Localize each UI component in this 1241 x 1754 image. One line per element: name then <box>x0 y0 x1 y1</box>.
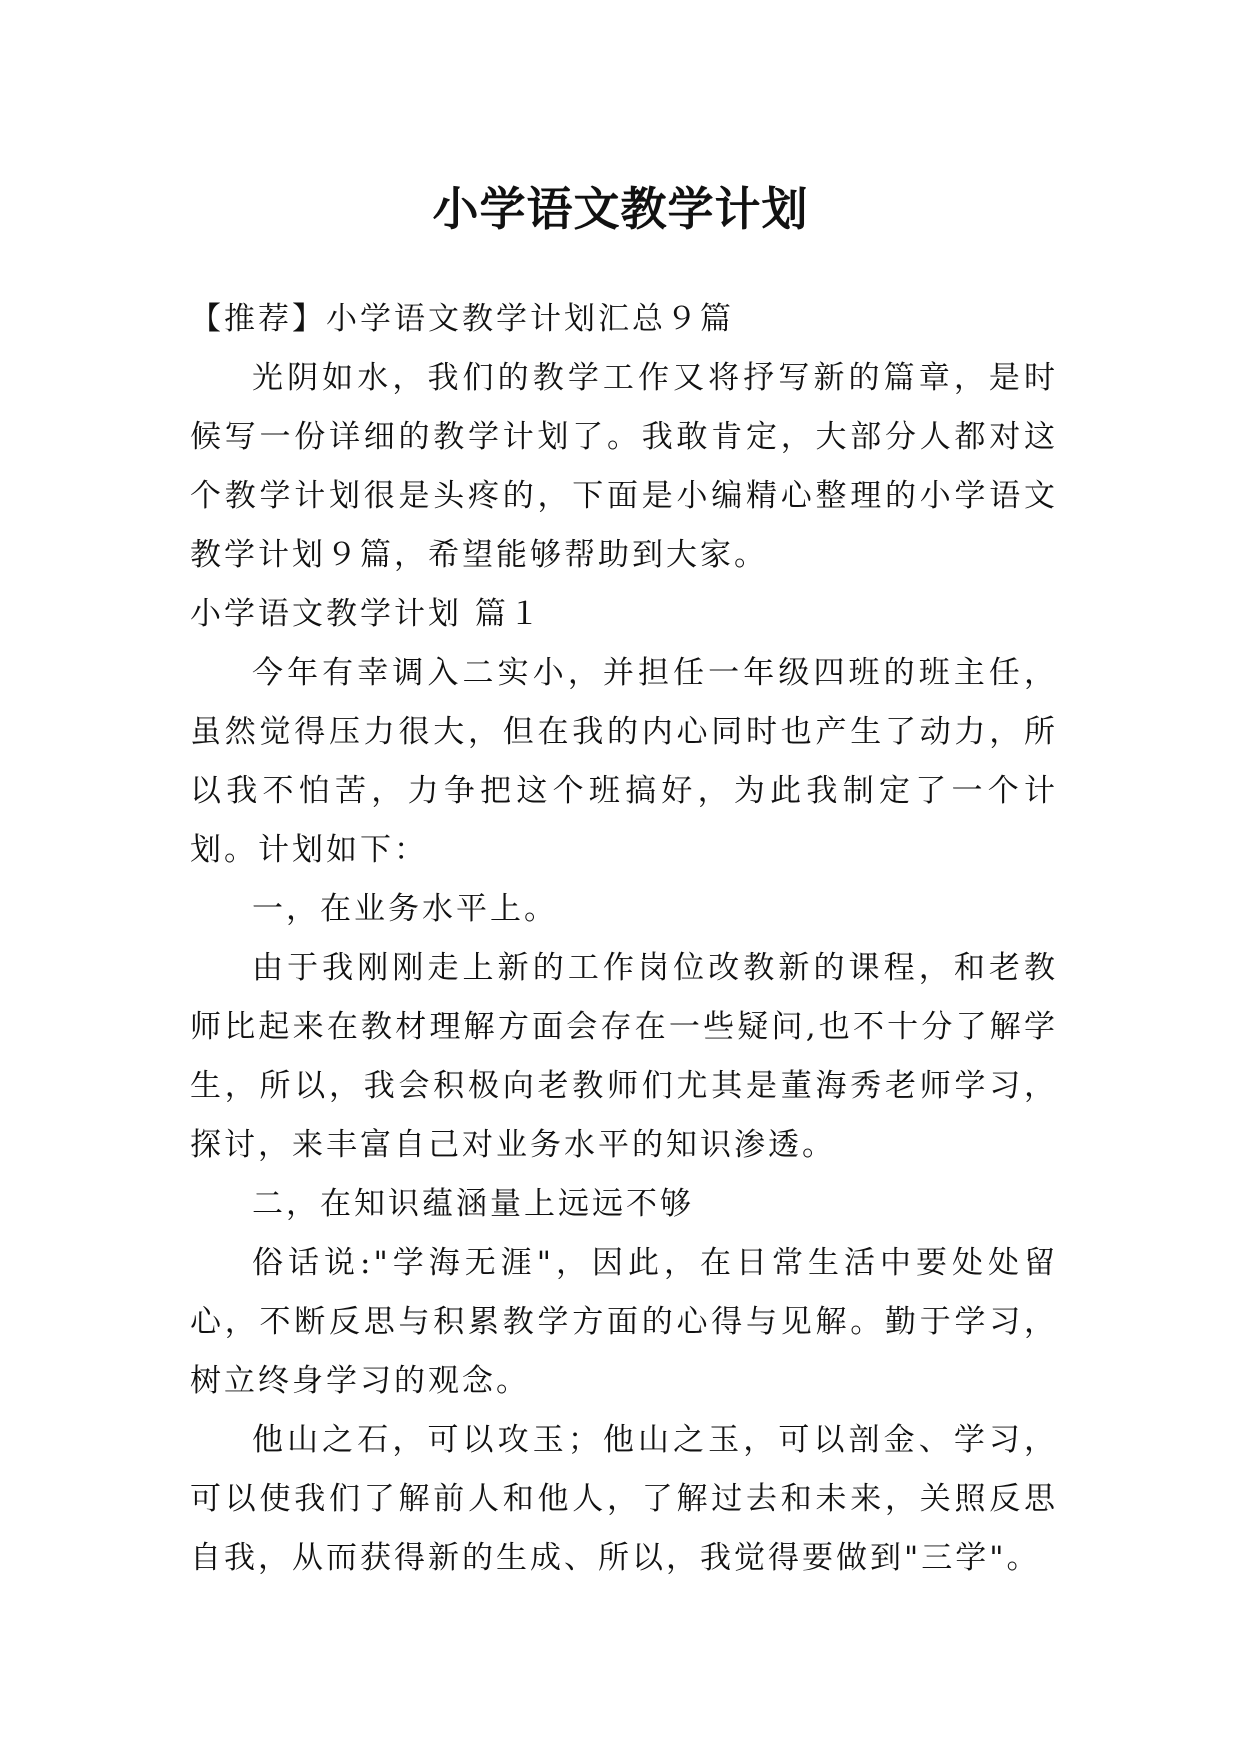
section-heading: 小学语文教学计划 篇１ <box>190 596 543 632</box>
document-body <box>190 290 1058 1588</box>
paragraph: 今年有幸调入二实小，并担任一年级四班的班主任，虽然觉得压力很大，但在我的内心同时也产生了动力，所以我不怕苦，力争把这个班搞好，为此我制定了一个计划。计划如下： <box>190 655 1058 868</box>
paragraph: 他山之石，可以攻玉；他山之玉，可以剖金、学习，可以使我们了解前人和他人，了解过去和未来，关照反思自我，从而获得新的生成、所以，我觉得要做到"三学"。 <box>190 1422 1058 1576</box>
paragraph: 由于我刚刚走上新的工作岗位改教新的课程，和老教师比起来在教材理解方面会存在一些疑问,也不十分了解学生，所以，我会积极向老教师们尤其是董海秀老师学习，探讨，来丰富自己对业务水平的知识渗透。 <box>190 950 1058 1163</box>
subheading: 二，在知识蕴涵量上远远不够 <box>252 1186 694 1222</box>
paragraph-intro: 光阴如水，我们的教学工作又将抒写新的篇章，是时候写一份详细的教学计划了。我敢肯定，大部分人都对这个教学计划很是头疼的，下面是小编精心整理的小学语文教学计划９篇，希望能够帮助到大家。 <box>190 360 1058 573</box>
paragraph-recommend: 【推荐】小学语文教学计划汇总９篇 <box>190 301 734 337</box>
document-title: 小学语文教学计划 <box>432 181 809 236</box>
subheading: 一，在业务水平上。 <box>252 891 558 927</box>
paragraph: 俗话说:"学海无涯"，因此，在日常生活中要处处留心，不断反思与积累教学方面的心得与见解。勤于学习，树立终身学习的观念。 <box>190 1245 1058 1399</box>
